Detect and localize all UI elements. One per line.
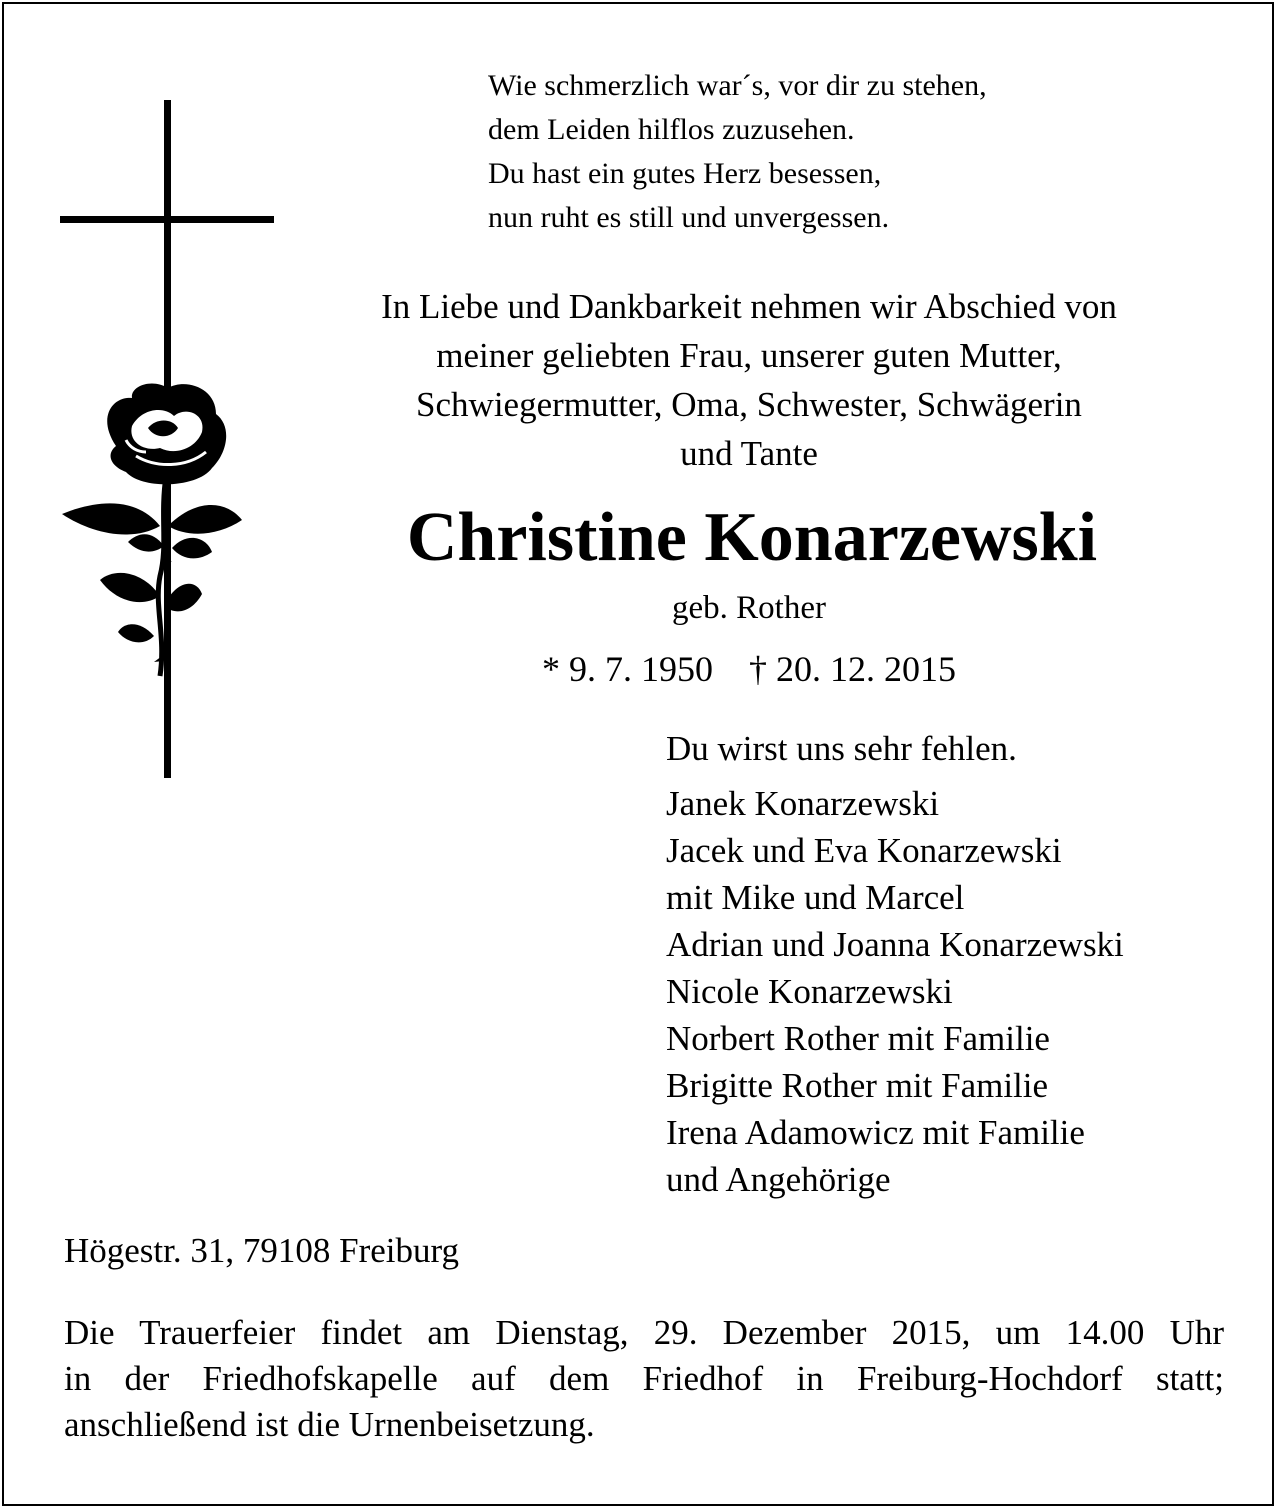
service-line: Die Trauerfeier findet am Dienstag, 29. Dezember 2015, um 14.00 Uhr (64, 1313, 1224, 1352)
mourner: Adrian und Joanna Konarzewski (666, 925, 1124, 964)
mourner: mit Mike und Marcel (666, 878, 965, 917)
closing-line: Du wirst uns sehr fehlen. (666, 729, 1017, 768)
birth-name: geb. Rother (672, 590, 826, 626)
mourner: Irena Adamowicz mit Familie (666, 1113, 1085, 1152)
service-line: in der Friedhofskapelle auf dem Friedhof in Freiburg-Hochdorf statt; (64, 1359, 1224, 1398)
mourner: Brigitte Rother mit Familie (666, 1066, 1049, 1105)
farewell-intro (274, 282, 1224, 478)
poem-line: nun ruht es still und unvergessen. (488, 201, 890, 234)
service-details (64, 1310, 1224, 1448)
mourner: Norbert Rother mit Familie (666, 1019, 1050, 1058)
life-dates (274, 644, 1224, 694)
intro-line: und Tante (680, 434, 818, 473)
poem-line: Du hast ein gutes Herz besessen, (488, 157, 882, 190)
cross-icon (56, 96, 276, 786)
poem-line: Wie schmerzlich war´s, vor dir zu stehen, (488, 69, 987, 102)
mourner: Janek Konarzewski (666, 784, 940, 823)
rose-icon (62, 383, 242, 676)
family-address: Högestr. 31, 79108 Freiburg (64, 1231, 460, 1270)
mourner: und Angehörige (666, 1160, 891, 1199)
intro-line: In Liebe und Dankbarkeit nehmen wir Abschied von (381, 287, 1117, 326)
poem-line: dem Leiden hilflos zuzusehen. (488, 113, 855, 146)
death-date: † 20. 12. 2015 (749, 649, 956, 689)
mourners-list (666, 780, 1124, 1203)
intro-line: meiner geliebten Frau, unserer guten Mutter, (436, 336, 1062, 375)
obituary-notice (2, 2, 1274, 1506)
memorial-poem (488, 64, 987, 240)
birth-date: * 9. 7. 1950 (542, 649, 713, 689)
intro-line: Schwiegermutter, Oma, Schwester, Schwägerin (416, 385, 1082, 424)
service-line: anschließend ist die Urnenbeisetzung. (64, 1405, 595, 1444)
deceased-name: Christine Konarzewski (406, 499, 1098, 576)
mourner: Nicole Konarzewski (666, 972, 953, 1011)
mourner: Jacek und Eva Konarzewski (666, 831, 1062, 870)
